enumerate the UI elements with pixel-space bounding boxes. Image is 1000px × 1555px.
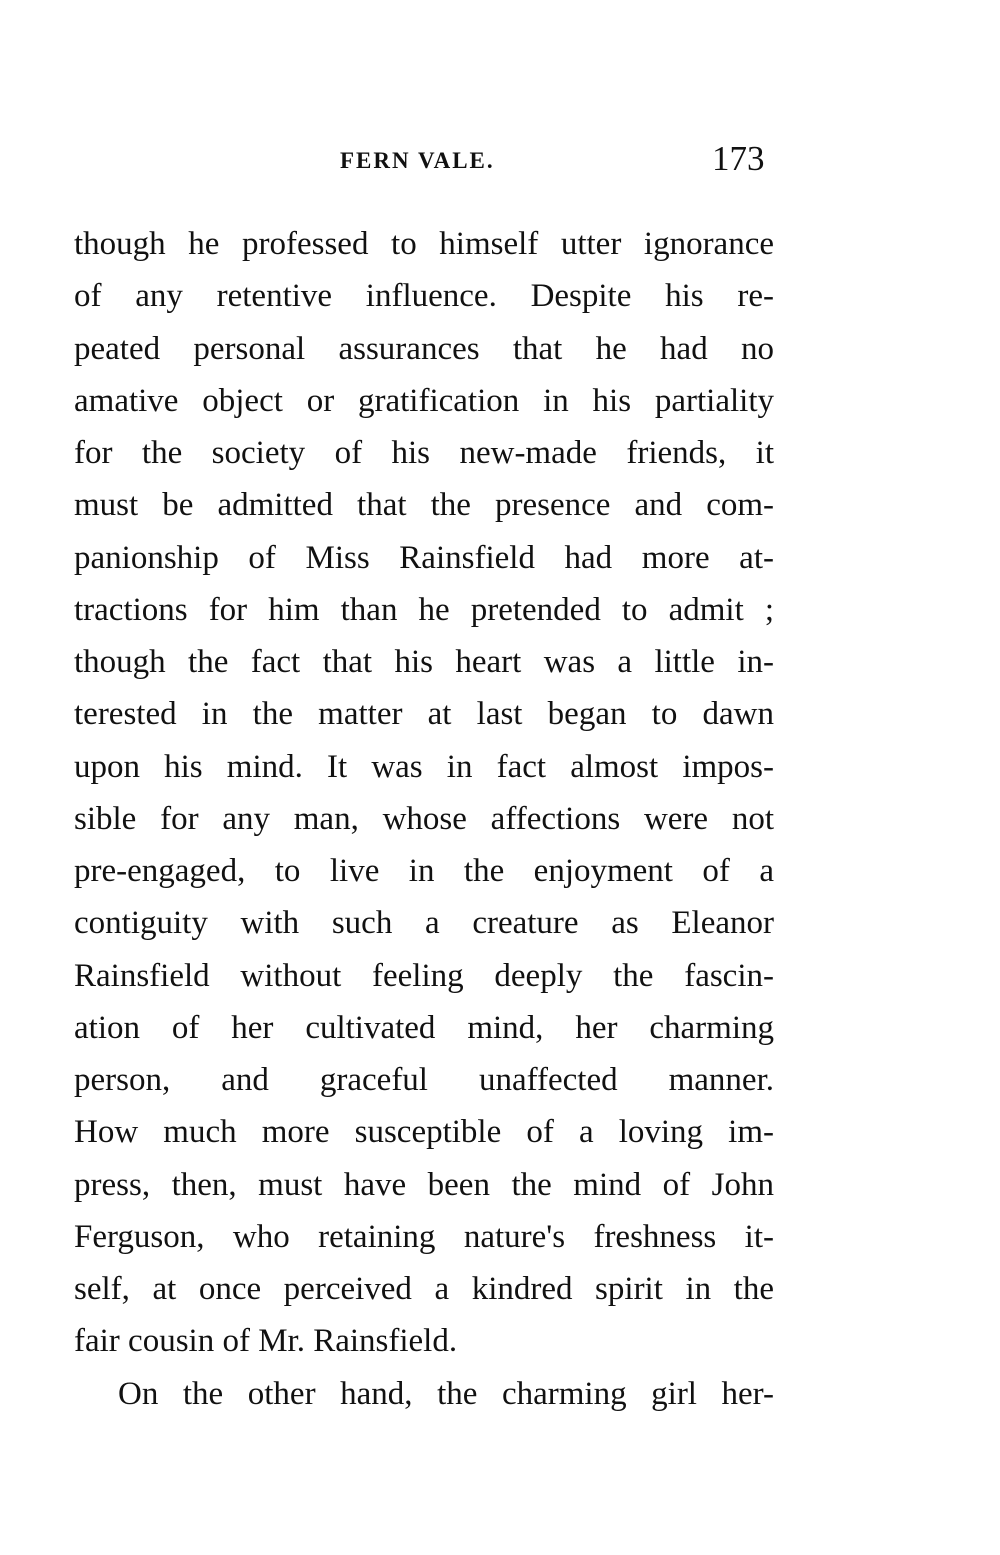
running-head (0, 140, 1000, 180)
text-line: Ferguson, who retaining nature's freshness it- (74, 1218, 774, 1255)
text-line: though he professed to himself utter ignorance (74, 226, 774, 262)
body-text (74, 218, 774, 1420)
running-title: FERN VALE. (340, 148, 495, 173)
text-line: terested in the matter at last began to dawn (74, 696, 774, 733)
text-line: How much more susceptible of a loving im- (74, 1114, 774, 1151)
text-line: upon his mind. It was in fact almost impos- (74, 748, 774, 785)
text-line: contiguity with such a creature as Eleanor (74, 905, 774, 942)
text-line: Rainsfield without feeling deeply the fascin- (74, 957, 774, 994)
text-line: amative object or gratification in his partiality (74, 382, 774, 419)
text-line: self, at once perceived a kindred spirit in the (74, 1271, 774, 1307)
text-line: peated personal assurances that he had no (74, 330, 774, 367)
text-line: sible for any man, whose affections were not (74, 800, 774, 837)
text-line: press, then, must have been the mind of John (74, 1166, 774, 1203)
text-line: must be admitted that the presence and com- (74, 487, 774, 524)
text-line: tractions for him than he pretended to admit ; (74, 591, 774, 628)
text-line: for the society of his new-made friends, it (74, 435, 774, 471)
text-line: ation of her cultivated mind, her charming (74, 1009, 774, 1046)
text-line: though the fact that his heart was a little in- (74, 644, 774, 680)
text-line: of any retentive influence. Despite his re- (74, 278, 774, 315)
text-line: On the other hand, the charming girl her- (118, 1375, 774, 1412)
text-line: fair cousin of Mr. Rainsfield. (74, 1323, 458, 1360)
page-number: 173 (712, 139, 765, 178)
text-line: panionship of Miss Rainsfield had more at- (74, 539, 774, 576)
text-line: person, and graceful unaffected manner. (74, 1062, 774, 1098)
text-line: pre-engaged, to live in the enjoyment of a (74, 853, 774, 889)
